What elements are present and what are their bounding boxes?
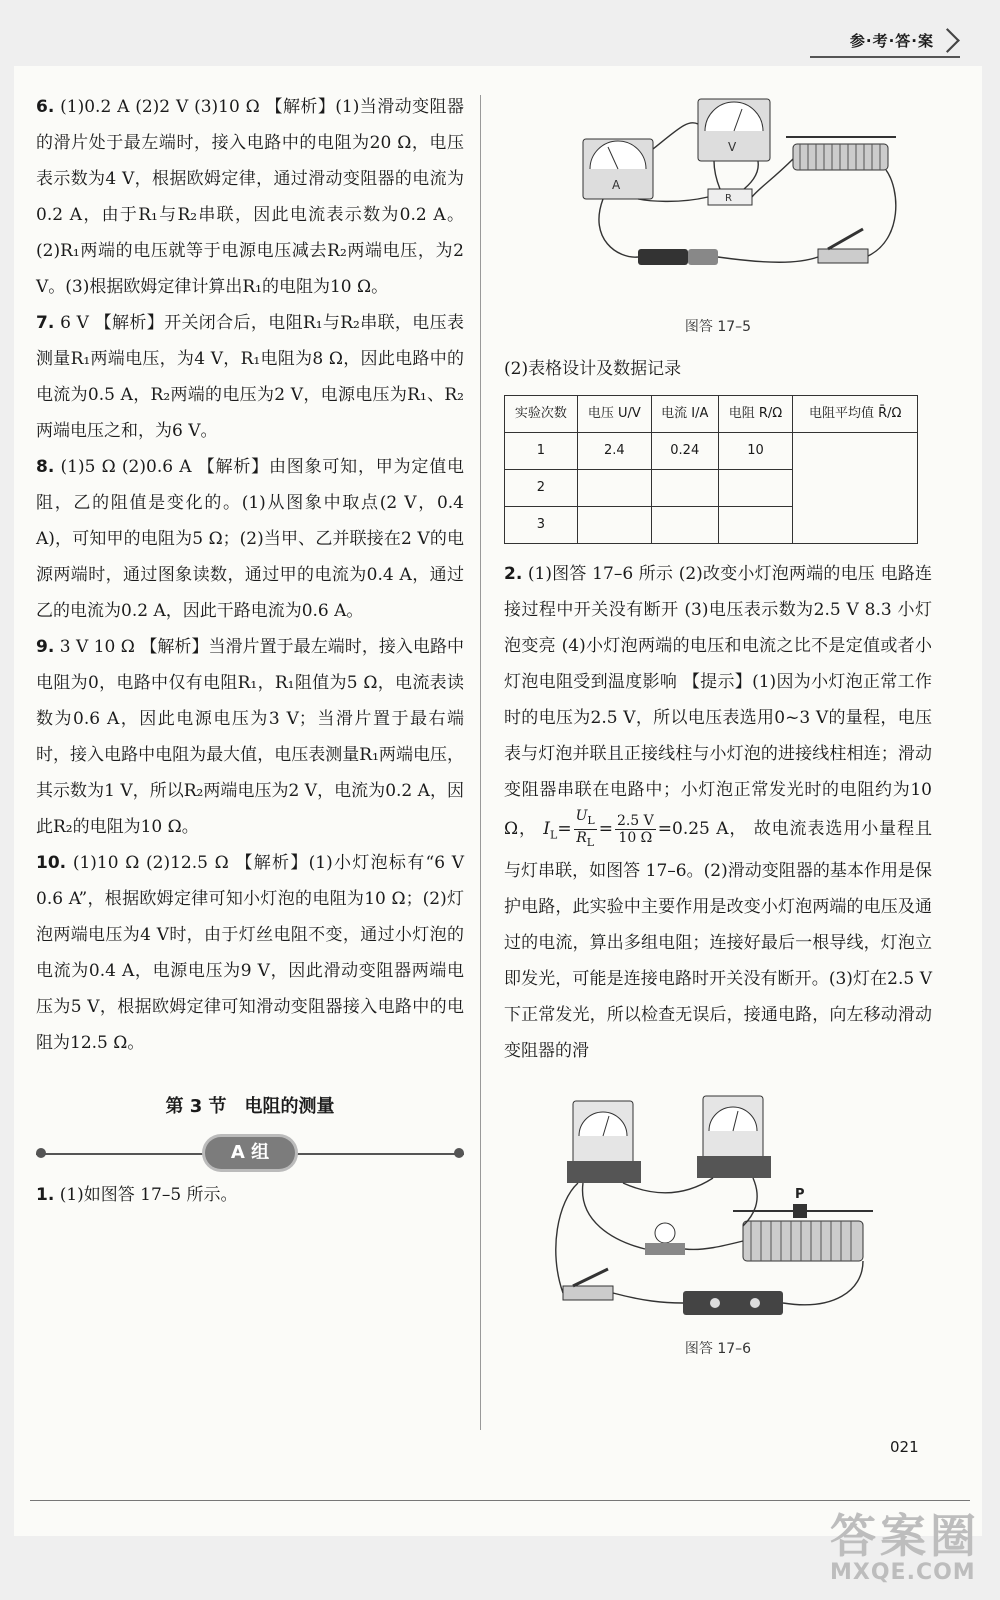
formula-symbol: I <box>543 818 551 839</box>
formula-result: =0.25 A， <box>657 818 748 839</box>
page-number: 021 <box>890 1438 919 1456</box>
column-divider <box>480 95 481 1430</box>
figure-caption: 图答 17–5 <box>684 319 752 335</box>
table-header: 电阻 R/Ω <box>718 396 793 433</box>
formula-subscript: L <box>587 813 595 827</box>
answer-text: (1)5 Ω (2)0.6 A 【解析】由图象可知，甲为定值电阻，乙的阻值是变化的。(1)从图象中取点(2 V，0.4 A)，可知甲的电阻为5 Ω；(2)当甲、乙并联接在2 V的电源两端时，通过图象读数，通过甲的电流为0.4 A，通过乙的电流为0.2 A，因此干路电流为0.6 A。 <box>36 457 465 621</box>
svg-text:R: R <box>725 193 732 204</box>
slider-label: P <box>795 1187 805 1203</box>
table-header: 实验次数 <box>505 396 578 433</box>
header-label: 参·考·答·案 <box>849 32 934 50</box>
answer-number: 10. <box>36 853 67 873</box>
circuit-diagram-icon <box>553 1091 883 1331</box>
answer-text: 故电流表选用小量程且与灯串联，如图答 17–6。(2)滑动变阻器的基本作用是保护电路，此实验中主要作用是改变小灯泡两端的电压及通过的电流，算出多组电阻；连接好最后一根导线，灯泡立即发光，可能是连接电路时开关没有断开。(3)灯在2.5 V下正常发光，所以检查无误后，接通电路，向左移动滑动变阻器的滑 <box>504 818 933 1062</box>
answer-10 <box>36 845 464 1061</box>
table-cell <box>718 507 793 544</box>
formula-subscript: L <box>550 828 558 842</box>
table-cell: 3 <box>505 507 578 544</box>
answer-number: 7. <box>36 313 55 333</box>
circuit-figure-17-5 <box>528 89 908 309</box>
watermark-url: MXQE.COM <box>830 1560 976 1585</box>
answer-text: (1)图答 17–6 所示 (2)改变小灯泡两端的电压 电路连接过程中开关没有断开 (3)电压表示数为2.5 V 8.3 小灯泡变亮 (4)小灯泡两端的电压和电流之比不是定值或者小灯泡电阻受到温度影响 【提示】(1)因为小灯泡正常工作时的电压为2.5 V，所以电压表选用0~3 V的量程，电压表与灯泡并联且正接线柱与小灯泡的进接线柱相连；滑动变阻器串联在电路中；小灯泡正常发光时的电阻约为10 Ω， <box>504 564 932 839</box>
formula-value: 2.5 V <box>616 812 654 829</box>
data-table <box>504 395 918 544</box>
answer-7 <box>36 305 464 449</box>
table-cell: 0.24 <box>651 433 718 470</box>
section-title: 第 3 节 电阻的测量 <box>165 1096 335 1117</box>
answer-text: (1)如图答 17–5 所示。 <box>59 1185 238 1205</box>
answer-number: 8. <box>36 457 55 477</box>
chevron-right-icon <box>935 28 960 53</box>
formula-symbol: U <box>575 808 588 824</box>
answer-text: (1)10 Ω (2)12.5 Ω 【解析】(1)小灯泡标有“6 V 0.6 A”，根据欧姆定律可知小灯泡的电阻为10 Ω；(2)灯泡两端电压为4 V时，由于灯丝电阻不变，通过小灯泡的电流为0.4 A，电源电压为9 V，因此滑动变阻器两端电压为5 V，根据欧姆定律可知滑动变阻器接入电路中的电阻为12.5 Ω。 <box>36 853 464 1053</box>
table-header: 电压 U/V <box>577 396 651 433</box>
table-cell <box>577 507 651 544</box>
table-cell-average <box>793 433 918 544</box>
answer-9 <box>36 629 464 845</box>
formula-value: 10 Ω <box>618 829 653 846</box>
answer-number: 6. <box>36 97 55 117</box>
circuit-diagram-icon <box>528 89 908 309</box>
table-title: (2)表格设计及数据记录 <box>504 359 682 379</box>
table-cell: 1 <box>505 433 578 470</box>
svg-text:V: V <box>728 140 737 154</box>
svg-text:A: A <box>612 178 621 192</box>
formula-fraction <box>615 813 656 846</box>
answer-number: 9. <box>36 637 55 657</box>
answer-8 <box>36 449 464 629</box>
table-header: 电流 I/A <box>651 396 718 433</box>
table-cell <box>718 470 793 507</box>
answer-text: (1)0.2 A (2)2 V (3)10 Ω 【解析】(1)当滑动变阻器的滑片处于最左端时，接入电路中的电阻为20 Ω，电压表示数为4 V，根据欧姆定律，通过滑动变阻器的电流为0.2 A，由于R₁与R₂串联，因此电流表示数为0.2 A。(2)R₁两端的电压就等于电源电压减去R₂两端电压，为2 V。(3)根据欧姆定律计算出R₁的电阻为10 Ω。 <box>36 97 464 297</box>
circuit-figure-17-6 <box>553 1091 883 1331</box>
group-heading <box>36 1131 464 1177</box>
answer-text: 6 V 【解析】开关闭合后，电阻R₁与R₂串联，电压表测量R₁两端电压，为4 V，R₁电阻为8 Ω，因此电路中的电流为0.5 A，R₂两端的电压为2 V，电源电压为R₁、R₂两端电压之和，为6 V。 <box>36 313 464 441</box>
watermark-text: 答案圈 <box>830 1509 980 1563</box>
answer-2 <box>504 556 932 1069</box>
table-header: 电阻平均值 R̄/Ω <box>793 396 918 433</box>
page-header <box>810 26 960 58</box>
answer-6 <box>36 89 464 305</box>
table-header-row <box>505 396 918 433</box>
right-column <box>504 89 932 1367</box>
table-cell <box>577 470 651 507</box>
rule-dot-icon <box>36 1148 46 1158</box>
formula-fraction <box>574 808 597 851</box>
answer-number: 1. <box>36 1185 55 1205</box>
answer-text: 3 V 10 Ω 【解析】当滑片置于最左端时，接入电路中电阻为0，电路中仅有电阻R₁，R₁阻值为5 Ω，电流表读数为0.6 A，因此电源电压为3 V；当滑片置于最右端时，接入电路中电阻为最大值，电压表测量R₁两端电压，其示数为1 V，所以R₂两端电压为2 V，电流为0.2 A，因此R₂的电阻为10 Ω。 <box>36 637 465 837</box>
rule-dot-icon <box>454 1148 464 1158</box>
footer-rule <box>30 1500 970 1501</box>
answer-1 <box>36 1177 464 1213</box>
formula-symbol: R <box>576 829 587 846</box>
answer-number: 2. <box>504 564 523 584</box>
formula: $I_L=$ $\frac{U_L}{R_L}$ = $\frac{2.5 V}{10 \Omega}$ =0.25 A， <box>543 808 748 849</box>
group-badge: A 组 <box>205 1137 295 1169</box>
table-cell <box>651 507 718 544</box>
left-column <box>36 89 464 1213</box>
table-row <box>505 433 918 470</box>
figure-caption: 图答 17–6 <box>684 1341 752 1358</box>
table-cell: 10 <box>718 433 793 470</box>
table-cell: 2 <box>505 470 578 507</box>
table-cell <box>651 470 718 507</box>
watermark-logo <box>830 1500 980 1585</box>
formula-subscript: L <box>586 835 595 849</box>
table-cell: 2.4 <box>577 433 651 470</box>
